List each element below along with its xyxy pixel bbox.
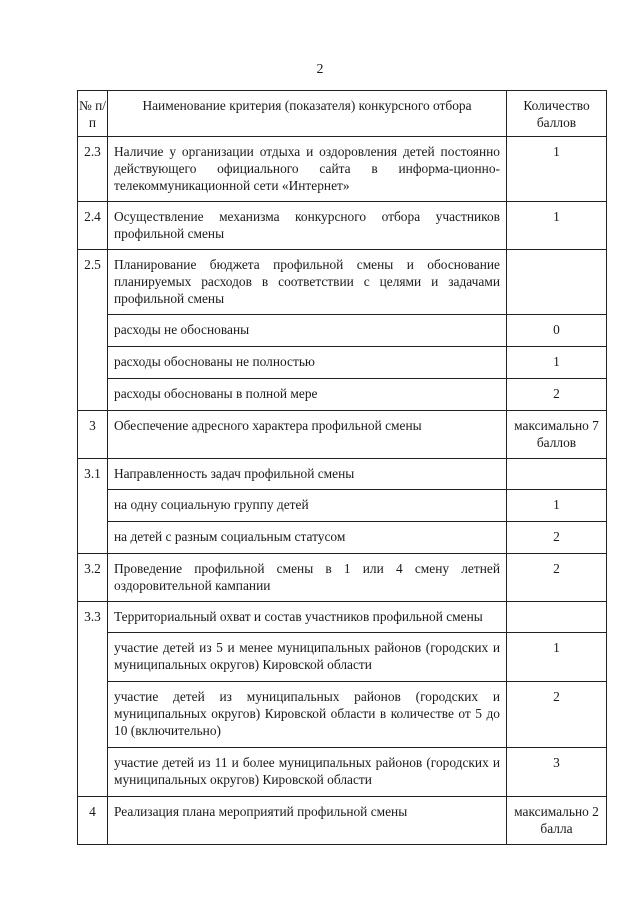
header-criterion: Наименование критерия (показателя) конкурсного отбора <box>108 91 507 137</box>
table-row <box>78 459 607 490</box>
table-subrow <box>78 315 607 347</box>
row-points: 1 <box>507 202 607 250</box>
row-number: 2.5 <box>78 250 108 411</box>
subrow-criterion: участие детей из муниципальных районов (городских и муниципальных округов) Кировской области в количестве от 5 до 10 (включительно) <box>108 682 507 748</box>
table-subrow <box>78 379 607 411</box>
table-row <box>78 137 607 202</box>
header-number: № п/п <box>78 91 108 137</box>
table-subrow <box>78 347 607 379</box>
table-row <box>78 250 607 315</box>
row-criterion: Осуществление механизма конкурсного отбора участников профильной смены <box>108 202 507 250</box>
row-points: максимально 7 баллов <box>507 411 607 459</box>
subrow-criterion: расходы обоснованы не полностью <box>108 347 507 379</box>
row-number: 3.1 <box>78 459 108 554</box>
table-row <box>78 411 607 459</box>
table-subrow <box>78 633 607 682</box>
subrow-criterion: на детей с разным социальным статусом <box>108 522 507 554</box>
row-number: 3 <box>78 411 108 459</box>
table-subrow <box>78 748 607 797</box>
subrow-criterion: участие детей из 5 и менее муниципальных районов (городских и муниципальных округов) Кировской области <box>108 633 507 682</box>
subrow-criterion: расходы обоснованы в полной мере <box>108 379 507 411</box>
subrow-criterion: участие детей из 11 и более муниципальных районов (городских и муниципальных округов) Кировской области <box>108 748 507 797</box>
table-row <box>78 202 607 250</box>
header-points: Количество баллов <box>507 91 607 137</box>
row-criterion: Направленность задач профильной смены <box>108 459 507 490</box>
table-subrow <box>78 490 607 522</box>
table-header-row <box>78 91 607 137</box>
row-criterion: Обеспечение адресного характера профильной смены <box>108 411 507 459</box>
subrow-points: 2 <box>507 682 607 748</box>
row-criterion: Реализация плана мероприятий профильной смены <box>108 797 507 845</box>
row-number: 3.3 <box>78 602 108 797</box>
subrow-points: 3 <box>507 748 607 797</box>
table-row <box>78 554 607 602</box>
row-number: 2.4 <box>78 202 108 250</box>
subrow-points: 2 <box>507 522 607 554</box>
subrow-points: 1 <box>507 347 607 379</box>
row-points: 1 <box>507 137 607 202</box>
row-points: максимально 2 балла <box>507 797 607 845</box>
row-points: 2 <box>507 554 607 602</box>
row-number: 4 <box>78 797 108 845</box>
table-row <box>78 797 607 845</box>
row-number: 2.3 <box>78 137 108 202</box>
subrow-points: 0 <box>507 315 607 347</box>
subrow-criterion: расходы не обоснованы <box>108 315 507 347</box>
table-subrow <box>78 682 607 748</box>
row-points <box>507 602 607 633</box>
subrow-points: 2 <box>507 379 607 411</box>
criteria-table <box>77 90 607 845</box>
row-criterion: Наличие у организации отдыха и оздоровления детей постоянно действующего официального сайта в информа-ционно-телекоммуникационной сети «Интернет» <box>108 137 507 202</box>
row-number: 3.2 <box>78 554 108 602</box>
row-criterion: Проведение профильной смены в 1 или 4 смену летней оздоровительной кампании <box>108 554 507 602</box>
row-criterion: Территориальный охват и состав участников профильной смены <box>108 602 507 633</box>
row-criterion: Планирование бюджета профильной смены и обоснование планируемых расходов в соответствии с целями и задачами профильной смены <box>108 250 507 315</box>
row-points <box>507 459 607 490</box>
subrow-criterion: на одну социальную группу детей <box>108 490 507 522</box>
page-number: 2 <box>316 62 324 77</box>
row-points <box>507 250 607 315</box>
subrow-points: 1 <box>507 633 607 682</box>
table-subrow <box>78 522 607 554</box>
subrow-points: 1 <box>507 490 607 522</box>
table-row <box>78 602 607 633</box>
